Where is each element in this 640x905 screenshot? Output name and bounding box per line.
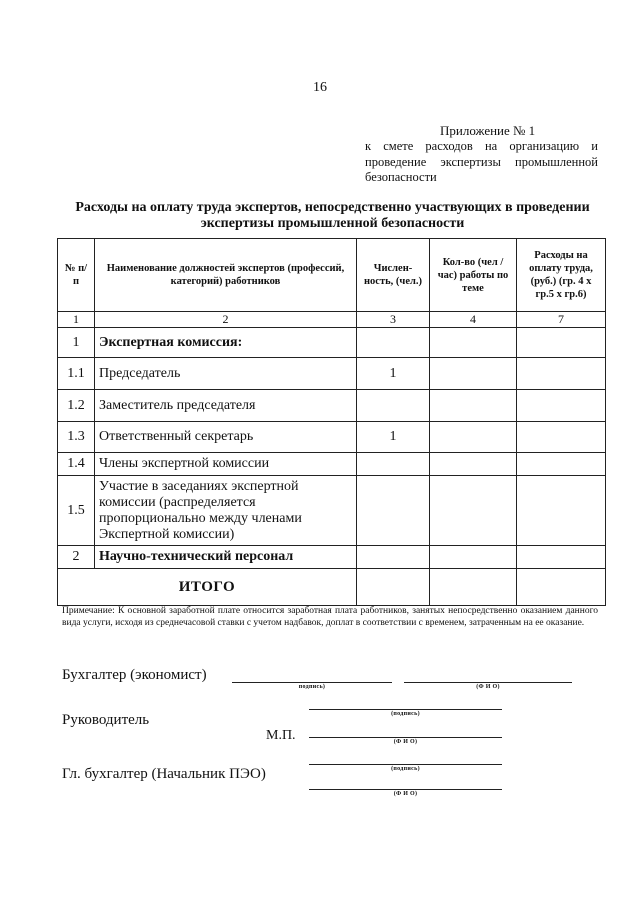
- row-cost: [517, 453, 606, 476]
- row-hours: [430, 358, 517, 390]
- signature-line: [232, 682, 392, 683]
- row-count: [357, 390, 430, 422]
- table-row: [58, 546, 606, 569]
- row-no: 1.3: [58, 422, 95, 453]
- signature-caption: подпись): [298, 684, 326, 690]
- row-hours: [430, 390, 517, 422]
- column-number: 3: [357, 312, 430, 328]
- total-label: ИТОГО: [58, 569, 357, 606]
- header-hours: Кол-во (чел /час) работы по теме: [430, 239, 517, 312]
- row-count: [357, 328, 430, 358]
- row-count: [357, 476, 430, 546]
- column-number: 2: [95, 312, 357, 328]
- document-title: Расходы на оплату труда экспертов, непосредственно участвующих в проведении экспертизы промышленной безопасности: [75, 200, 590, 231]
- row-no: 1.1: [58, 358, 95, 390]
- row-name: Участие в заседаниях экспертной комиссии (распределяется пропорционально между членами Экспертной комиссии): [95, 476, 357, 546]
- row-hours: [430, 546, 517, 569]
- row-name: Научно-технический персонал: [95, 546, 357, 569]
- signature-line: [309, 709, 502, 710]
- row-no: 1: [58, 328, 95, 358]
- total-count: [357, 569, 430, 606]
- name-line: [404, 682, 572, 683]
- table-header-row: [58, 239, 606, 312]
- appendix-description: к смете расходов на организацию и проведение экспертизы промышленной безопасности: [365, 139, 598, 184]
- table-row: [58, 358, 606, 390]
- row-no: 1.4: [58, 453, 95, 476]
- row-cost: [517, 546, 606, 569]
- row-cost: [517, 328, 606, 358]
- row-count: [357, 546, 430, 569]
- total-row: [58, 569, 606, 606]
- column-number: 7: [517, 312, 606, 328]
- name-caption: (Ф И О): [476, 684, 500, 690]
- footnote: Примечание: К основной заработной плате относится заработная плата работников, занятых непосредственно оказанием данного вида услуги, исходя из среднечасовой ставки с учетом надбавок, доплат в соответствии с временем, затраченным на ее оказание.: [62, 606, 598, 628]
- name-caption: (Ф И О): [393, 739, 418, 745]
- column-number: 4: [430, 312, 517, 328]
- row-name: Ответственный секретарь: [95, 422, 357, 453]
- row-hours: [430, 328, 517, 358]
- table-row: [58, 390, 606, 422]
- column-number: 1: [58, 312, 95, 328]
- row-name: Экспертная комиссия:: [95, 328, 357, 358]
- name-line: [309, 737, 502, 738]
- row-cost: [517, 358, 606, 390]
- head-label: Руководитель: [62, 712, 150, 728]
- table-row: [58, 328, 606, 358]
- chief-accountant-label: Гл. бухгалтер (Начальник ПЭО): [62, 766, 266, 782]
- row-no: 1.5: [58, 476, 95, 546]
- row-cost: [517, 476, 606, 546]
- table-row: [58, 422, 606, 453]
- signature-caption: (подпись): [391, 766, 420, 772]
- row-name: Члены экспертной комиссии: [95, 453, 357, 476]
- expert-cost-table: [57, 238, 606, 606]
- row-no: 2: [58, 546, 95, 569]
- total-cost: [517, 569, 606, 606]
- signature-line: [309, 764, 502, 765]
- appendix-title: Приложение № 1: [440, 123, 536, 138]
- row-name: Заместитель председателя: [95, 390, 357, 422]
- header-no: № п/п: [58, 239, 95, 312]
- column-number-row: [58, 312, 606, 328]
- table-row: [58, 453, 606, 476]
- name-line: [309, 789, 502, 790]
- table-row: [58, 476, 606, 546]
- page-number: 16: [313, 80, 327, 95]
- accountant-label: Бухгалтер (экономист): [62, 667, 207, 683]
- row-count: 1: [357, 422, 430, 453]
- row-cost: [517, 422, 606, 453]
- row-count: [357, 453, 430, 476]
- row-hours: [430, 476, 517, 546]
- total-hours: [430, 569, 517, 606]
- name-caption: (Ф И О): [393, 791, 418, 797]
- row-hours: [430, 422, 517, 453]
- row-name: Председатель: [95, 358, 357, 390]
- header-cost: Расходы на оплату труда, (руб.) (гр. 4 х гр.5 х гр.6): [517, 239, 606, 312]
- stamp-label: М.П.: [266, 728, 296, 743]
- row-no: 1.2: [58, 390, 95, 422]
- row-hours: [430, 453, 517, 476]
- signature-caption: (подпись): [391, 711, 420, 717]
- row-cost: [517, 390, 606, 422]
- header-name: Наименование должностей экспертов (профессий, категорий) работников: [95, 239, 357, 312]
- header-count: Числен-ность, (чел.): [357, 239, 430, 312]
- row-count: 1: [357, 358, 430, 390]
